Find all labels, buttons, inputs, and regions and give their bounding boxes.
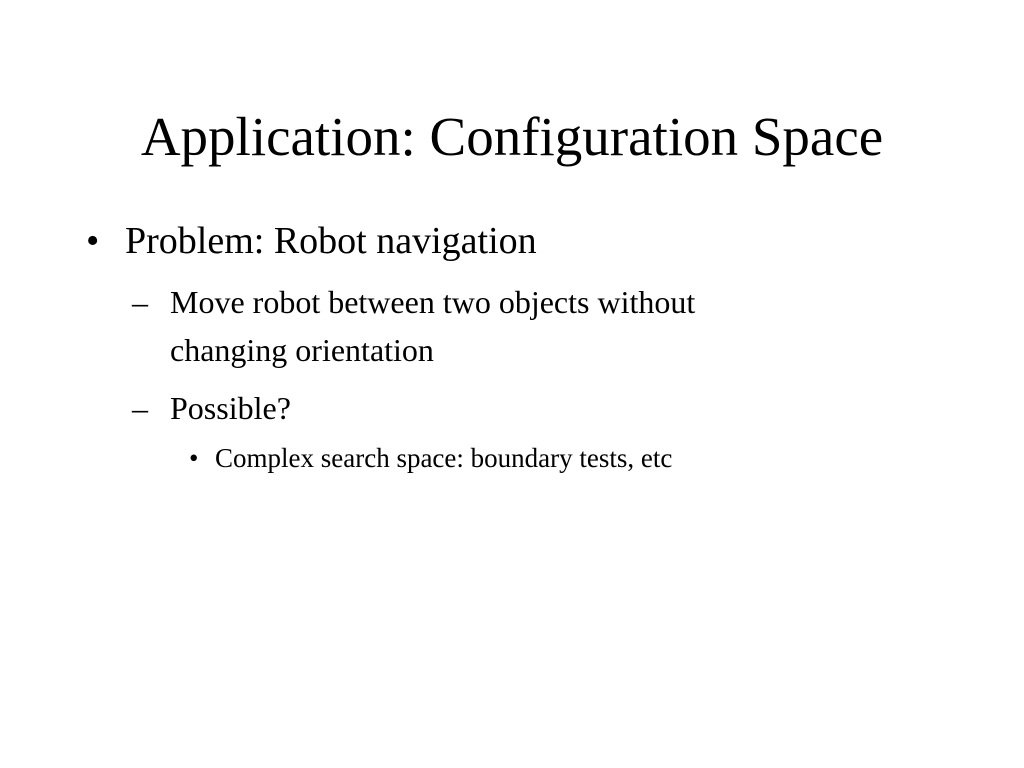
dash-marker: – <box>132 284 148 320</box>
sub-bullet-text <box>170 278 695 374</box>
dash-marker: – <box>132 390 148 426</box>
sub-bullet-line-2: changing orientation <box>170 332 434 368</box>
sub-bullet-line-1: Move robot between two objects without <box>170 284 696 320</box>
sub-bullet-text: Possible? <box>170 390 291 426</box>
bullet-marker: • <box>86 220 100 262</box>
slide-title: Application: Configuration Space <box>140 106 884 167</box>
bullet-marker: • <box>189 443 199 473</box>
bullet-text: Problem: Robot navigation <box>125 220 537 262</box>
sub-sub-bullet-text: Complex search space: boundary tests, etc <box>215 443 673 473</box>
